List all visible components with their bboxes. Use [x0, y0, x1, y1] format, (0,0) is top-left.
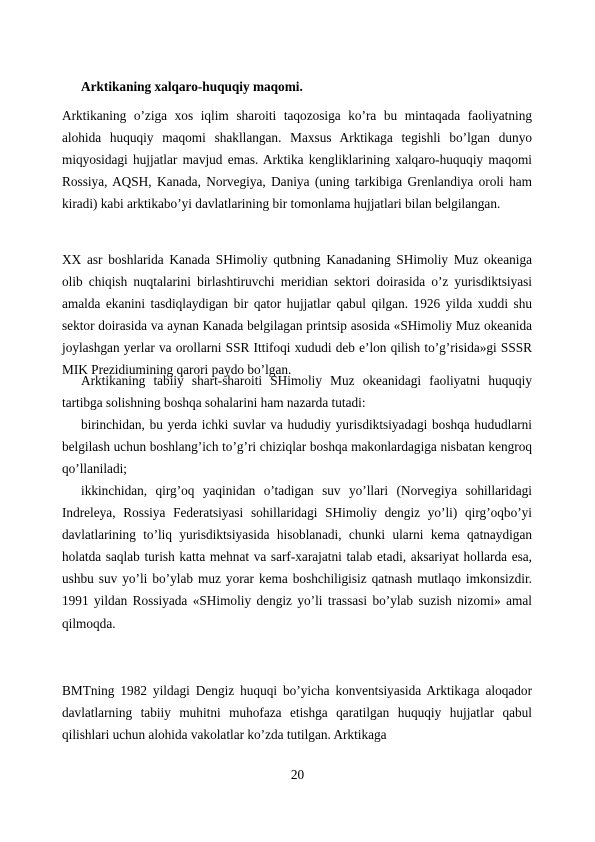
paragraph-first-point: birinchidan, bu yerda ichki suvlar va hududiy yurisdiktsiyadagi boshqa hududlarni belgilash uchun boshlang’ich to’g’ri chiziqlar boshqa makonlardagiga nisbatan kengroq qo’llaniladi; — [62, 417, 532, 477]
section-heading: Arktikaning xalqaro-huquqiy maqomi. — [81, 79, 303, 94]
paragraph-legal-status: Arktikaning o’ziga xos iqlim sharoiti taqozosiga ko’ra bu mintaqada faoliyatning alohida huquqiy maqomi shakllangan. Maxsus Arktikaga tegishli bo’lgan dunyo miqyosidagi hujjatlar mavjud emas. Arktika kengliklarining xalqaro-huquqiy maqomi Rossiya, AQSH, Kanada, Norvegiya, Daniya (uning tarkibiga Grenlandiya oroli ham kiradi) kabi arktikabo’yi davlatlarining bir tomonlama hujjatlari bilan belgilangan. — [62, 108, 532, 212]
paragraph-natural-conditions: Arktikaning tabiiy shart-sharoiti SHimoliy Muz okeanidagi faoliyatni huquqiy tartibga solishning boshqa sohalarini ham nazarda tutadi: — [62, 373, 532, 411]
paragraph-canada-sector: XX asr boshlarida Kanada SHimoliy qutbning Kanadaning SHimoliy Muz okeaniga olib chiqish nuqtalarini birlashtiruvchi meridian sektori doirasida o’z yurisdiktsiyasi amalda ekanini tasdiqlaydigan bir qator hujjatlar qabul qilgan. 1926 yilda xuddi shu sektor doirasida va aynan Kanada belgilagan printsip asosida «SHimoliy Muz okeanida joylashgan yerlar va orollarni SSR Ittifoqi xududi deb e’lon qilish to’g’risida»gi SSSR MIK Prezidiumining qarori paydo bo’lgan. — [62, 252, 532, 378]
paragraph-second-point: ikkinchidan, qirg’oq yaqinidan o’tadigan suv yo’llari (Norvegiya sohillaridagi Indreleya, Rossiya Federatsiyasi sohillaridagi SHimoliy dengiz yo’li) qirg’oqbo’yi davlatlarining to’liq yurisdiktsiyasida hisoblanadi, chunki ularni kema qatnaydigan holatda saqlab turish katta mehnat va sarf-xarajatni talab etadi, aksariyat hollarda esa, ushbu suv yo’li bo’ylab muz yorar kema boshchiligisiz qatnash mutlaqo imkonsizdir. 1991 yildan Rossiyada «SHimoliy dengiz yo’li trassasi bo’ylab suzish nizomi» amal qilmoqda. — [62, 483, 532, 631]
paragraph-unclos-1982: BMTning 1982 yildagi Dengiz huquqi bo’yicha konventsiyasida Arktikaga aloqador davlatlarning tabiiy muhitni muhofaza etishga qaratilgan huquqiy hujjatlar qabul qilishlari uchun alohida vakolatlar ko’zda tutilgan. Arktikaga — [62, 683, 532, 743]
page-number: 20 — [290, 767, 305, 782]
